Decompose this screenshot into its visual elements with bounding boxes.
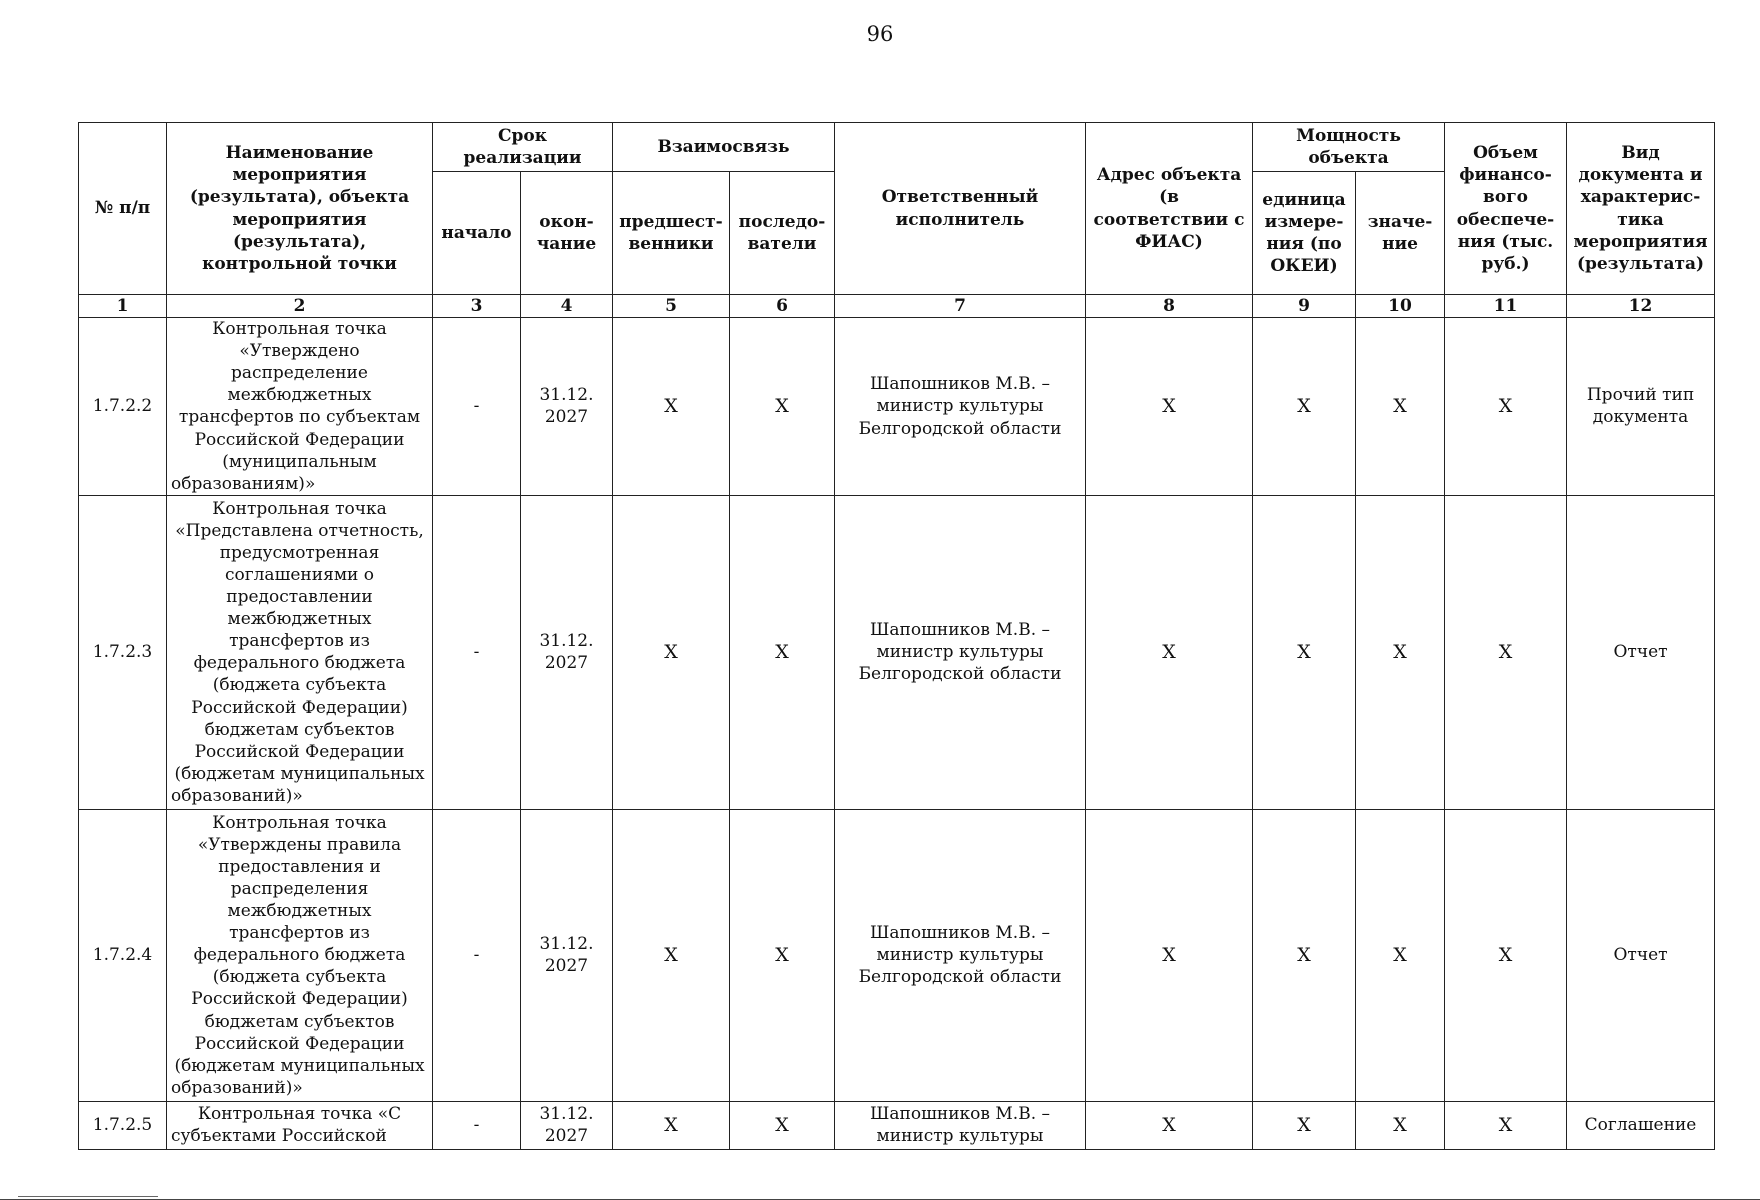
row-prev: Х <box>613 1101 730 1149</box>
header-relation-prev: предшест-венники <box>613 172 730 295</box>
row-value: Х <box>1356 1101 1445 1149</box>
table-header <box>79 123 1715 318</box>
header-address: Адрес объекта (в соответствии с ФИАС) <box>1086 123 1253 295</box>
row-responsible: Шапошников М.В. – министр культуры Белгородской области <box>835 318 1086 496</box>
column-number: 9 <box>1253 295 1356 318</box>
plan-table <box>78 122 1715 1150</box>
row-next: Х <box>730 809 835 1101</box>
column-number: 1 <box>79 295 167 318</box>
row-end: 31.12. 2027 <box>521 318 613 496</box>
row-doc: Соглашение <box>1567 1101 1715 1149</box>
row-start: - <box>433 809 521 1101</box>
row-value: Х <box>1356 318 1445 496</box>
table-row <box>79 1101 1715 1149</box>
header-term: Срок реализации <box>433 123 613 172</box>
column-number: 11 <box>1445 295 1567 318</box>
row-next: Х <box>730 318 835 496</box>
row-name: Контрольная точка «Представлена отчетность, предусмотренная соглашениями о предоставлении межбюджетных трансфертов из федерального бюджета (бюджета субъекта Российской Федерации) бюджетам субъектов Российской Федерации (бюджетам муниципальных образований)» <box>167 495 433 809</box>
row-next: Х <box>730 495 835 809</box>
row-name: Контрольная точка «Утверждены правила предоставления и распределения межбюджетных трансфертов из федерального бюджета (бюджета субъекта Российской Федерации) бюджетам субъектов Российской Федерации (бюджетам муниципальных образований)» <box>167 809 433 1101</box>
row-prev: Х <box>613 318 730 496</box>
row-finance: Х <box>1445 495 1567 809</box>
column-number: 2 <box>167 295 433 318</box>
row-value: Х <box>1356 809 1445 1101</box>
column-number: 12 <box>1567 295 1715 318</box>
row-number: 1.7.2.2 <box>79 318 167 496</box>
column-number: 5 <box>613 295 730 318</box>
row-doc: Отчет <box>1567 495 1715 809</box>
header-capacity-value: значе-ние <box>1356 172 1445 295</box>
table-row <box>79 495 1715 809</box>
row-finance: Х <box>1445 809 1567 1101</box>
row-address: Х <box>1086 318 1253 496</box>
row-number: 1.7.2.4 <box>79 809 167 1101</box>
table-body <box>79 318 1715 1150</box>
row-doc: Отчет <box>1567 809 1715 1101</box>
row-finance: Х <box>1445 1101 1567 1149</box>
header-relation-next: последо-ватели <box>730 172 835 295</box>
column-number: 6 <box>730 295 835 318</box>
column-number-row <box>79 295 1715 318</box>
row-address: Х <box>1086 809 1253 1101</box>
row-finance: Х <box>1445 318 1567 496</box>
row-start: - <box>433 318 521 496</box>
column-number: 3 <box>433 295 521 318</box>
table-row <box>79 809 1715 1101</box>
header-name: Наименование мероприятия (результата), объекта мероприятия (результата), контрольной точки <box>167 123 433 295</box>
row-number: 1.7.2.3 <box>79 495 167 809</box>
footer-rule-short <box>18 1196 158 1197</box>
header-finance: Объем финансо-вого обеспече-ния (тыс. руб.) <box>1445 123 1567 295</box>
row-name: Контрольная точка «Утверждено распределение межбюджетных трансфертов по субъектам Российской Федерации (муниципальным образованиям)» <box>167 318 433 496</box>
row-number: 1.7.2.5 <box>79 1101 167 1149</box>
header-capacity: Мощность объекта <box>1253 123 1445 172</box>
row-end: 31.12. 2027 <box>521 1101 613 1149</box>
row-address: Х <box>1086 495 1253 809</box>
row-start: - <box>433 1101 521 1149</box>
table-row <box>79 318 1715 496</box>
header-relation: Взаимосвязь <box>613 123 835 172</box>
header-responsible: Ответственный исполнитель <box>835 123 1086 295</box>
column-number: 4 <box>521 295 613 318</box>
row-end: 31.12. 2027 <box>521 495 613 809</box>
column-number: 7 <box>835 295 1086 318</box>
row-address: Х <box>1086 1101 1253 1149</box>
row-unit: Х <box>1253 495 1356 809</box>
row-prev: Х <box>613 809 730 1101</box>
row-responsible: Шапошников М.В. – министр культуры Белгородской области <box>835 495 1086 809</box>
row-responsible: Шапошников М.В. – министр культуры Белгородской области <box>835 809 1086 1101</box>
row-responsible: Шапошников М.В. – министр культуры <box>835 1101 1086 1149</box>
row-next: Х <box>730 1101 835 1149</box>
row-start: - <box>433 495 521 809</box>
page-number: 96 <box>866 22 894 46</box>
header-term-start: начало <box>433 172 521 295</box>
header-doc-type: Вид документа и характерис-тика мероприятия (результата) <box>1567 123 1715 295</box>
row-doc: Прочий тип документа <box>1567 318 1715 496</box>
header-capacity-unit: единица измере-ния (по ОКЕИ) <box>1253 172 1356 295</box>
row-name: Контрольная точка «С субъектами Российской <box>167 1101 433 1149</box>
header-term-end: окон-чание <box>521 172 613 295</box>
row-unit: Х <box>1253 809 1356 1101</box>
header-no: № п/п <box>79 123 167 295</box>
row-end: 31.12. 2027 <box>521 809 613 1101</box>
column-number: 8 <box>1086 295 1253 318</box>
row-prev: Х <box>613 495 730 809</box>
row-value: Х <box>1356 495 1445 809</box>
row-unit: Х <box>1253 1101 1356 1149</box>
column-number: 10 <box>1356 295 1445 318</box>
row-unit: Х <box>1253 318 1356 496</box>
